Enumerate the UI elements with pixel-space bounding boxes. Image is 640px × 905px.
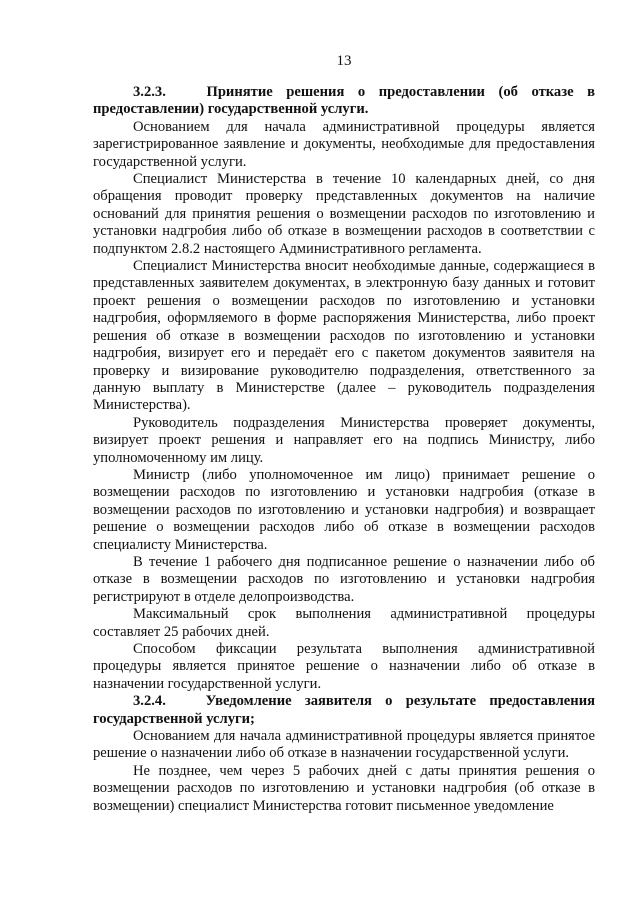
page-number: 13 <box>336 53 352 69</box>
paragraph-document-check: Специалист Министерства в течение 10 календарных дней, со дня обращения проводит проверку представленных документов на наличие оснований для принятия решения о возмещении расходов по изготовлению и установки надгробия либо об отказе в возмещении расходов в соответствии с подпунктом 2.8.2 настоящего Административного регламента. <box>93 171 595 257</box>
paragraph-basis: Основанием для начала административной процедуры является зарегистрированное заявление и документы, необходимые для предоставления государственной услуги. <box>93 118 595 170</box>
paragraph-registration: В течение 1 рабочего дня подписанное решение о назначении либо об отказе в возмещении расходов по изготовлению и установки надгробия регистрируют в отделе делопроизводства. <box>93 553 595 605</box>
section-heading-3-2-4: 3.2.4. Уведомление заявителя о результате предоставления государственной услуги; <box>93 693 595 727</box>
paragraph-minister-decision: Министр (либо уполномоченное им лицо) принимает решение о возмещении расходов по изготовлению и установки надгробия (отказе в возмещении расходов по изготовлению и установки надгробия) и возвращает решение о возмещении расходов либо об отказе в возмещении расходов специалисту Министерства. <box>93 466 595 553</box>
paragraph-draft-decision: Специалист Министерства вносит необходимые данные, содержащиеся в представленных заявителем документах, в электронную базу данных и готовит проект решения о возмещении расходов по изготовлению и установки надгробия, оформляемого в форме распоряжения Министерства, либо проект решения об отказе в возмещении расходов по изготовлению и установки надгробия, визирует его и передаёт его с пакетом документов заявителя на проверку и визирование руководителю подразделения, ответственного за данную выплату в Министерстве (далее – руководитель подразделения Министерства). <box>93 258 595 414</box>
section-heading-3-2-3: 3.2.3. Принятие решения о предоставлении (об отказе в предоставлении) государственной услуги. <box>93 84 595 118</box>
paragraph-notification-basis: Основанием для начала административной процедуры является принятое решение о назначении либо об отказе в назначении государственной услуги. <box>93 728 595 762</box>
paragraph-head-review: Руководитель подразделения Министерства проверяет документы, визирует проект решения и направляет его на подпись Министру, либо уполномоченному им лицу. <box>93 414 595 466</box>
paragraph-max-term: Максимальный срок выполнения административной процедуры составляет 25 рабочих дней. <box>93 606 595 640</box>
paragraph-notification-term: Не позднее, чем через 5 рабочих дней с даты принятия решения о возмещении расходов по изготовлению и установки надгробия (об отказе в возмещении) специалист Министерства готовит письменное уведомление <box>93 762 595 814</box>
document-page <box>93 52 595 815</box>
paragraph-result-fixation: Способом фиксации результата выполнения административной процедуры является принятое решение о назначении либо об отказе в назначении государственной услуги. <box>93 641 595 692</box>
